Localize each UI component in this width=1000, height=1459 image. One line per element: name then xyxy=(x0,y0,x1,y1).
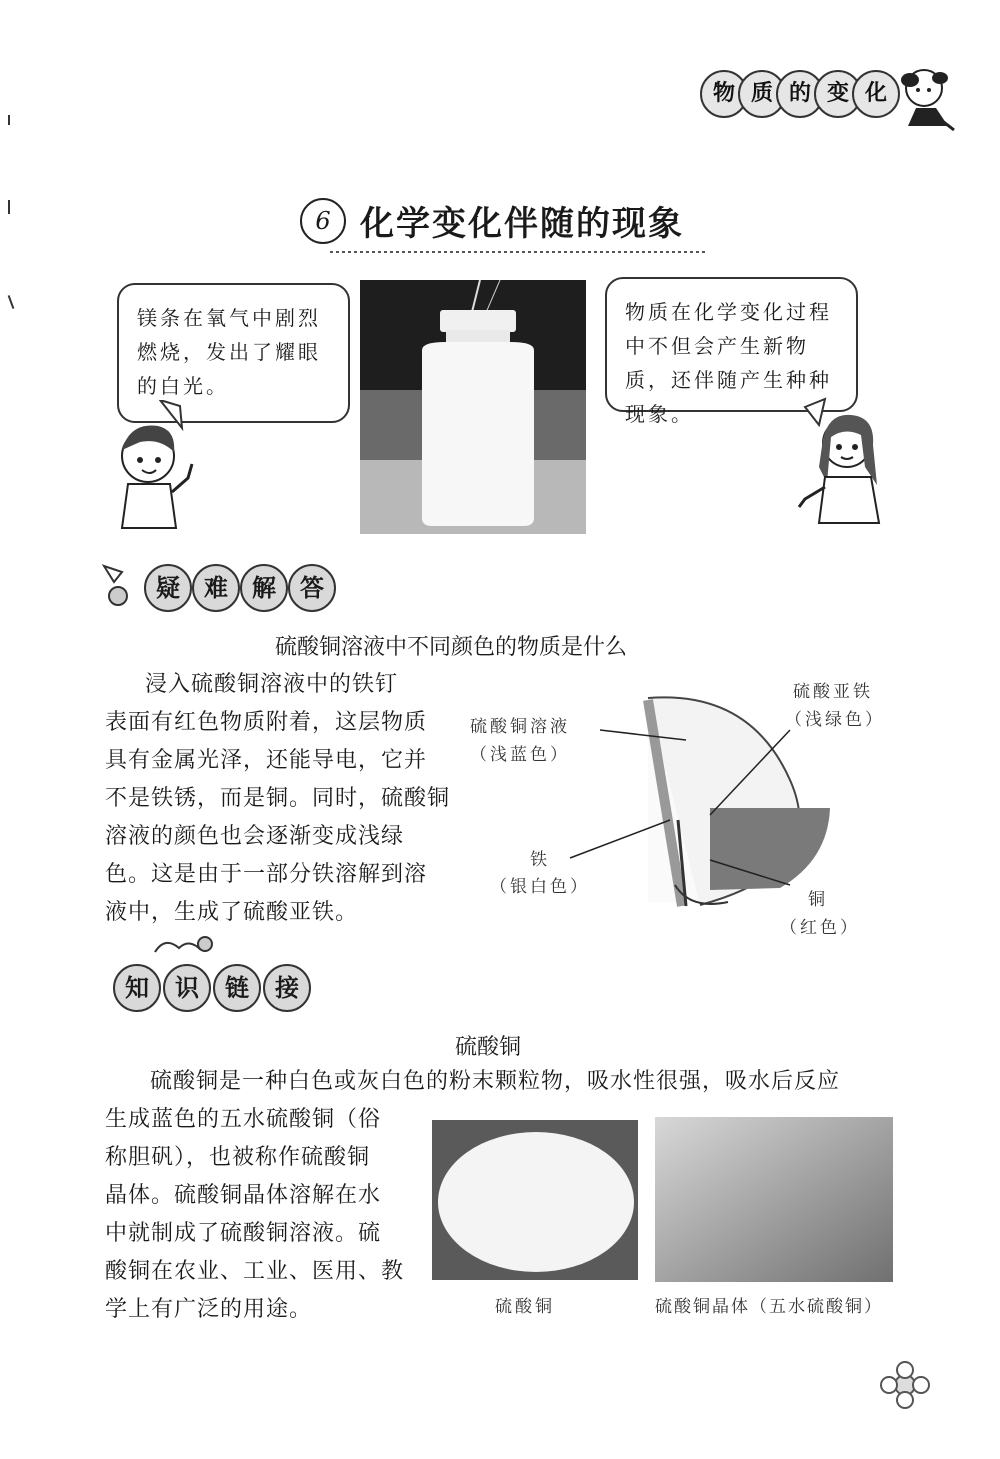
heading-char: 识 xyxy=(163,964,211,1012)
knowledge-paragraph-line: 称胆矾），也被称作硫酸铜 xyxy=(105,1145,371,1170)
flower-decoration-icon xyxy=(875,1360,935,1410)
margin-mark xyxy=(8,115,10,125)
qa-paragraph-line: 溶液的颜色也会逐渐变成浅绿 xyxy=(105,824,405,849)
knowledge-paragraph-line: 硫酸铜是一种白色或灰白色的粉末颗粒物，吸水性很强，吸水后反应 xyxy=(150,1069,841,1094)
knowledge-subtitle: 硫酸铜 xyxy=(455,1035,522,1060)
chapter-char: 化 xyxy=(852,70,900,118)
heading-char: 难 xyxy=(192,564,240,612)
label-iron-color: （银白色） xyxy=(490,877,590,897)
section-heading-qa xyxy=(100,560,340,616)
copper-sulfate-crystal-photo xyxy=(655,1117,893,1282)
bird-icon xyxy=(100,560,140,616)
label-copper: 铜 xyxy=(808,890,828,910)
qa-paragraph-line: 表面有红色物质附着，这层物质 xyxy=(105,710,428,735)
qa-paragraph-line: 液中，生成了硫酸亚铁。 xyxy=(105,900,359,925)
lesson-number: 6 xyxy=(300,198,346,244)
chapter-char: 质 xyxy=(738,70,786,118)
chapter-char: 变 xyxy=(814,70,862,118)
label-ferrous-color: （浅绿色） xyxy=(785,710,885,730)
label-solution-color: （浅蓝色） xyxy=(470,745,570,765)
margin-mark xyxy=(8,295,15,309)
heading-char: 链 xyxy=(213,964,261,1012)
chapter-badge xyxy=(700,60,960,140)
bird-icon xyxy=(145,930,225,960)
heading-char: 答 xyxy=(288,564,336,612)
label-copper-sulfate-solution: 硫酸铜溶液 xyxy=(470,717,570,737)
burning-magnesium-photo xyxy=(360,280,586,534)
knowledge-paragraph-line: 中就制成了硫酸铜溶液。硫 xyxy=(105,1221,382,1246)
chapter-char: 的 xyxy=(776,70,824,118)
copper-sulfate-powder-photo xyxy=(432,1120,638,1280)
cartoon-girl-icon xyxy=(896,60,958,140)
knowledge-paragraph-line: 酸铜在农业、工业、医用、教 xyxy=(105,1259,405,1284)
cartoon-boy-icon xyxy=(100,400,210,530)
title-underline xyxy=(330,248,705,256)
heading-char: 知 xyxy=(113,964,161,1012)
chapter-char: 物 xyxy=(700,70,748,118)
lesson-title: 化学变化伴随的现象 xyxy=(360,204,684,244)
qa-paragraph-line: 浸入硫酸铜溶液中的铁钉 xyxy=(145,672,399,697)
knowledge-paragraph-line: 生成蓝色的五水硫酸铜（俗 xyxy=(105,1107,382,1132)
qa-paragraph-line: 不是铁锈，而是铜。同时，硫酸铜 xyxy=(105,786,451,811)
knowledge-paragraph-line: 学上有广泛的用途。 xyxy=(105,1297,313,1322)
caption-copper-sulfate-crystal: 硫酸铜晶体（五水硫酸铜） xyxy=(655,1297,883,1317)
knowledge-paragraph-line: 晶体。硫酸铜晶体溶解在水 xyxy=(105,1183,382,1208)
cartoon-girl-icon xyxy=(795,395,895,525)
heading-char: 疑 xyxy=(144,564,192,612)
heading-char: 解 xyxy=(240,564,288,612)
section-heading-knowledge xyxy=(105,960,345,1016)
speech-bubble-left: 镁条在氧气中剧烈燃烧，发出了耀眼的白光。 xyxy=(117,283,350,423)
margin-mark xyxy=(8,200,10,214)
qa-paragraph-line: 具有金属光泽，还能导电，它并 xyxy=(105,748,428,773)
caption-copper-sulfate: 硫酸铜 xyxy=(495,1297,555,1317)
label-copper-color: （红色） xyxy=(780,918,860,938)
label-iron: 铁 xyxy=(530,850,550,870)
speech-bubble-right: 物质在化学变化过程中不但会产生新物质，还伴随产生种种现象。 xyxy=(605,277,858,412)
label-ferrous-sulfate: 硫酸亚铁 xyxy=(793,682,873,702)
qa-paragraph-line: 色。这是由于一部分铁溶解到溶 xyxy=(105,862,428,887)
heading-char: 接 xyxy=(263,964,311,1012)
qa-question: 硫酸铜溶液中不同颜色的物质是什么 xyxy=(275,635,628,660)
